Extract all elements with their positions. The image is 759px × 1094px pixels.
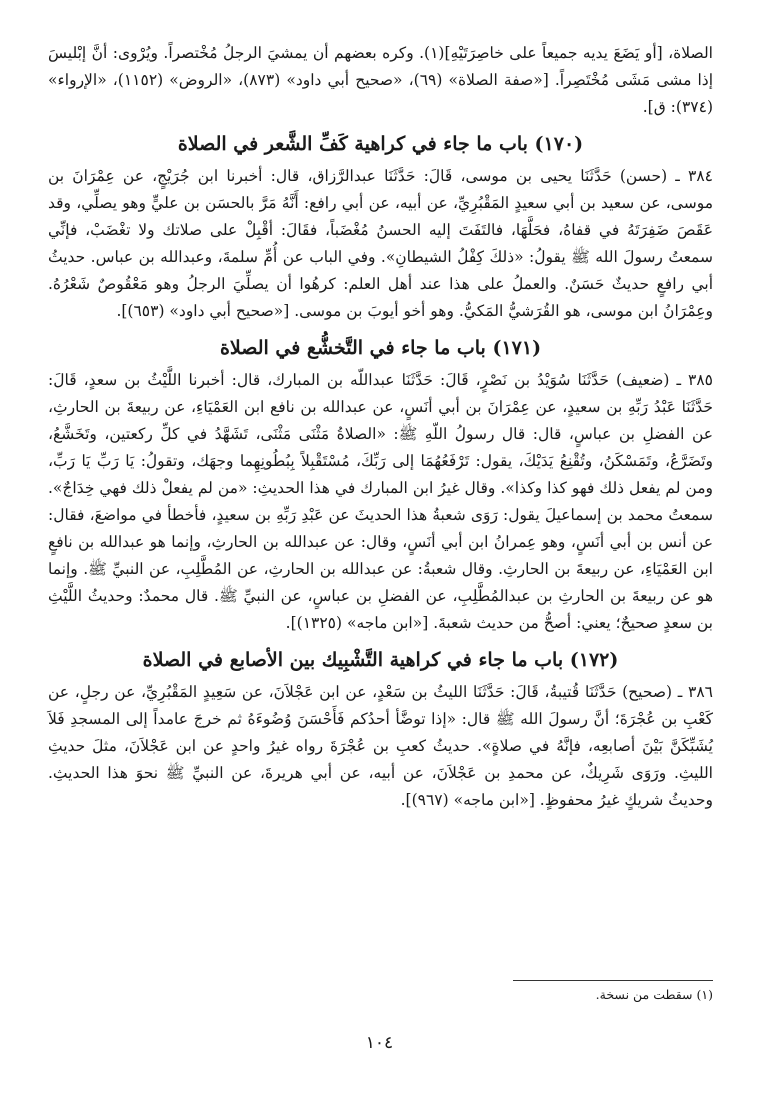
footnote-area — [48, 980, 713, 1005]
hadith-386: ٣٨٦ ـ (صحيح) حَدَّثَنَا قُتيبةُ، قَالَ: حَدَّثَنَا الليثُ بن سَعْدٍ، عن ابن عَجْلاَنَ، عن سَعِيدٍ المَقْبُرِيِّ، عن رجلٍ، عن كَعْبِ بن عُجْرَةَ؛ أنَّ رسولَ الله ﷺ قال: «إذا توضَّأ أحدُكم فَأَحْسَنَ وُضُوءَهُ ثم خرجَ عامداً إلى المسجدِ فَلاَ يُشَبِّكَنَّ بَيْنَ أصابعِه، فإنَّهُ في صلاةٍ». حديثُ كعبِ بن عُجْرَةَ رواه غيرُ واحدٍ عن ابن عَجْلاَنَ، مثلَ حديثِ الليثِ. ورَوَى شَرِيكٌ، عن محمدِ بن عَجْلاَنَ، عن أبيه، عن أبي هريرةَ، عن النبيِّ ﷺ نحوَ هذا الحديثِ. وحديثُ شريكٍ غيرُ محفوظٍ. [«ابن ماجه» (٩٦٧)]. — [48, 683, 713, 809]
page-number: ١٠٤ — [365, 1033, 394, 1053]
chapter-heading-171: (١٧١) باب ما جاء في التَّخشُّع في الصلاة — [219, 337, 542, 359]
chapter-heading-172: (١٧٢) باب ما جاء في كراهية التَّشْبِيك بين الأصابع في الصلاة — [142, 649, 619, 671]
chapter-heading-170: (١٧٠) باب ما جاء في كراهية كَفِّ الشَّعر في الصلاة — [177, 133, 584, 155]
footnote: (١) سقطت من نسخة. — [595, 987, 713, 1002]
hadith-384: ٣٨٤ ـ (حسن) حَدَّثَنَا يحيى بن موسى، قَالَ: حَدَّثَنَا عبدالرَّزاق، قال: أخبرنا ابن جُرَيْجٍ، عن عِمْرَانَ بن موسى، عن سعيد بن أبي سعيدٍ المَقْبُرِيِّ، عن أبيه، عن أبي رافع: أَنَّهُ مَرَّ بالحسَن بن عليٍّ وهو يصلِّي، وقد عَقَصَ ضَفِرَتَهُ في قفاهُ، فحَلَّهَا، فالتَفَتَ إليه الحسنُ مُغْضَباً، فقَالَ: أقْبِلْ على صلاتك ولا تغْضَبْ، فإنِّي سمعتُ رسولَ الله ﷺ يقولُ: «ذلكَ كِفْلُ الشيطانِ». وفي الباب عن أُمِّ سلمةَ، وعبدالله بن عباس. حديثُ أبي رافعٍ حديثٌ حَسَنٌ. والعملُ على هذا عند أهل العلم: كرهُوا أن يصلِّيَ الرجلُ وهو مَعْقُوصٌ شَعْرُهُ. وعِمْرَانُ ابن موسى، هو القُرَشيُّ المَكيُّ. وهو أخو أيوبَ بن موسى. [«صحيح أبي داود» (٦٥٣)]. — [48, 167, 713, 320]
page-body — [48, 40, 713, 814]
hadith-385: ٣٨٥ ـ (ضعيف) حَدَّثَنَا سُوَيْدُ بن نَصْرٍ، قَالَ: حَدَّثَنَا عبداللّه بن المبارك، قال: أخبرنا اللَّيْثُ بن سعدٍ، قَالَ: حَدَّثَنَا عَبْدُ رَبِّهِ بن سعيدٍ، عن عِمْرَانَ بن أبي أنَسٍ، عن عبدالله بن نافع ابن العَمْيَاءِ، عن ربيعةَ بن الحارثِ، عن الفضلِ بن عباسٍ، قال: قال رسولُ اللّهِ ﷺ: «الصلاةُ مَثْنَى مَثْنَى، تَشَهَّدُ في كلِّ ركعتين، وتَخَشَّعُ، وتَضَرَّعُ، وتَمَسْكَنُ، وتُقْنِعُ يَدَيْكَ، يقول: تَرْفَعُهُمَا إلى رَبِّكَ، مُسْتَقْبِلاً بِبُطُونِهِما وجهَك، وتقولُ: يَا رَبِّ يَا رَبِّ، ومن لم يفعل ذلك فهو كذا وكذا». وقال غيرُ ابن المبارك في هذا الحديثِ: «من لم يفعلْ ذلك فهي خِدَاجٌ». سمعتُ محمد بن إسماعيلَ يقول: رَوَى شعبةُ هذا الحديثَ عن عَبْدِ رَبِّهِ بن سعيدٍ، فأخطأ في مواضعَ، فقال: عن أنس بن أبي أنَسٍ، وهو عِمرانُ ابن أبي أنَسٍ، وقال: عن عبدالله بن الحارثِ، وإنما هو عبدالله بن نافعٍ ابن العَمْيَاءِ، عن ربيعةَ بن الحارثِ. وقال شعبةُ: عن عبدالله بن الحارثِ، عن المُطَّلِبِ، عن النبيِّ ﷺ. وإنما هو عن ربيعةَ بن الحارثِ بن عبدالمُطَّلِبِ، عن الفضلِ بن عباسٍ، عن النبيِّ ﷺ. قال محمدٌ: وحديثُ اللَّيْثِ بن سعدٍ صحيحٌ؛ يعني: أصحُّ من حديث شعبةَ. [«ابن ماجه» (١٣٢٥)]. — [48, 371, 713, 632]
footnote-divider — [513, 980, 713, 981]
paragraph-intro: الصلاة، [أو يَضَعَ يديه جميعاً على خاصِرَتَيْهِ](١). وكره بعضهم أن يمشيَ الرجلُ مُخْتصراً. ويُرْوى: أنَّ إبْليسَ إذا مشى مَشَى مُخْتَصِراً. [«صفة الصلاة» (٦٩)، «صحيح أبي داود» (٨٧٣)، «الروض» (١١٥٢)، «الإرواء» (٣٧٤): ق]. — [48, 44, 713, 116]
